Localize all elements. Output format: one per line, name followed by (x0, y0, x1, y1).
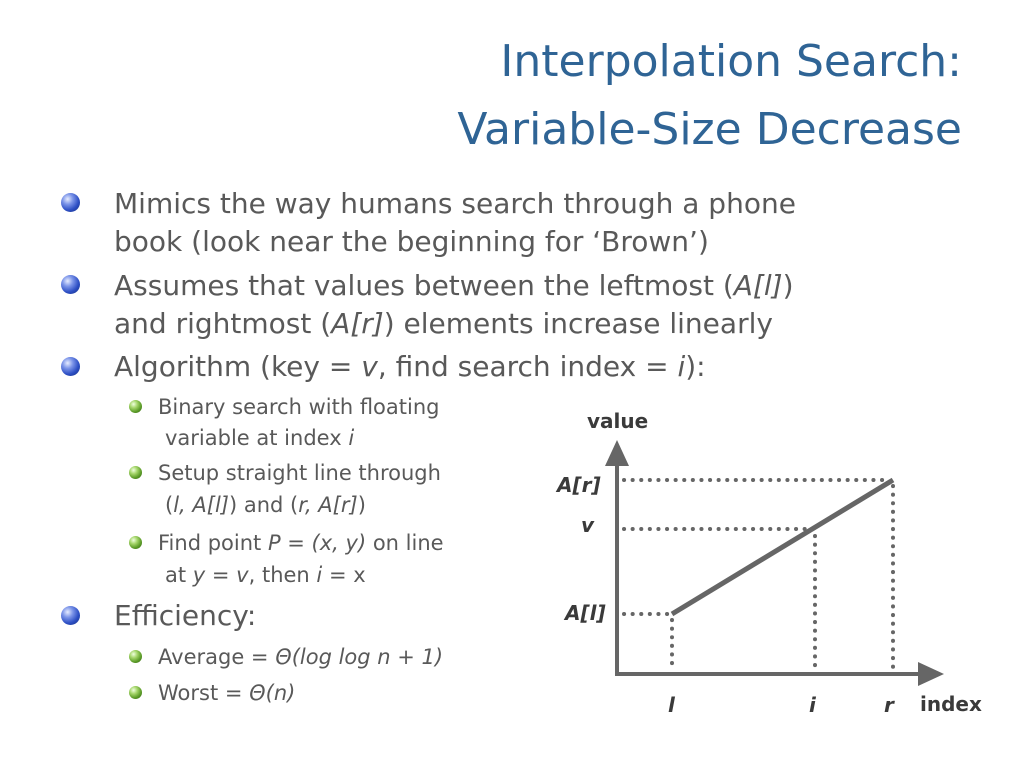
bullet-2-text: ) (782, 269, 794, 302)
sub-bullet-text: Worst = (158, 681, 250, 705)
point-l: l, A[l] (173, 493, 229, 517)
bullet-4-efficiency: Efficiency: (114, 599, 257, 632)
bullet-2-text: and rightmost ( (114, 307, 332, 340)
sub-bullet-text: Average = (158, 645, 276, 669)
var-a-l: A[l] (733, 269, 783, 302)
bullet-1-line-1: Mimics the way humans search through a phone (114, 187, 796, 220)
sub-bullet-text: ) and ( (228, 493, 299, 517)
tick-label-a-l: A[l] (565, 601, 606, 625)
sub-bullet-text: , then (248, 563, 317, 587)
sub-bullet-text: Find point (158, 531, 268, 555)
sub-bullet-text: variable at index (165, 426, 349, 450)
bullet-2-text: ) elements increase linearly (383, 307, 773, 340)
complexity-worst: Θ(n) (249, 681, 296, 705)
axis-label-value: value (587, 409, 649, 433)
tick-label-r: r (884, 693, 894, 717)
complexity-average: Θ(log log n + 1) (275, 645, 444, 669)
var-v: v (361, 350, 378, 383)
tick-label-v: v (581, 513, 595, 537)
var-i: i (316, 563, 323, 587)
sub-bullet-text: ) (357, 493, 366, 517)
bullet-3-text: Algorithm (key = (114, 350, 362, 383)
var-y: y (192, 563, 206, 587)
sub-bullet-text: = (205, 563, 237, 587)
bullet-1-line-2: book (look near the beginning for ‘Brown’) (114, 225, 709, 258)
sub-bullet-text: = x (322, 563, 366, 587)
bullet-2-text: Assumes that values between the leftmost ( (114, 269, 734, 302)
tick-label-a-r: A[r] (557, 473, 601, 497)
sub-bullet-1-line-1: Binary search with floating (158, 395, 440, 419)
sub-bullet-text: ( (165, 493, 174, 517)
point-r: r, A[r] (298, 493, 358, 517)
var-v: v (236, 563, 249, 587)
x-axis-arrow-icon (918, 662, 944, 686)
tick-label-i: i (809, 693, 816, 717)
sub-bullet-text: on line (366, 531, 444, 555)
slide-title-line-2: Variable-Size Decrease (457, 104, 962, 155)
sub-bullet-2-line-1: Setup straight line through (158, 461, 441, 485)
y-axis-arrow-icon (605, 440, 629, 466)
var-a-r: A[r] (331, 307, 384, 340)
bullet-3-text: ): (685, 350, 706, 383)
bullet-3-text: , find search index = (377, 350, 678, 383)
axis-label-index: index (920, 692, 982, 716)
sub-bullet-text: at (165, 563, 193, 587)
y-axis (605, 440, 629, 676)
var-i: i (348, 426, 355, 450)
var-i: i (677, 350, 686, 383)
tick-label-l: l (668, 693, 675, 717)
slide-title-line-1: Interpolation Search: (500, 36, 962, 87)
point-p: P = (x, y) (267, 531, 367, 555)
interpolation-line (672, 480, 893, 614)
